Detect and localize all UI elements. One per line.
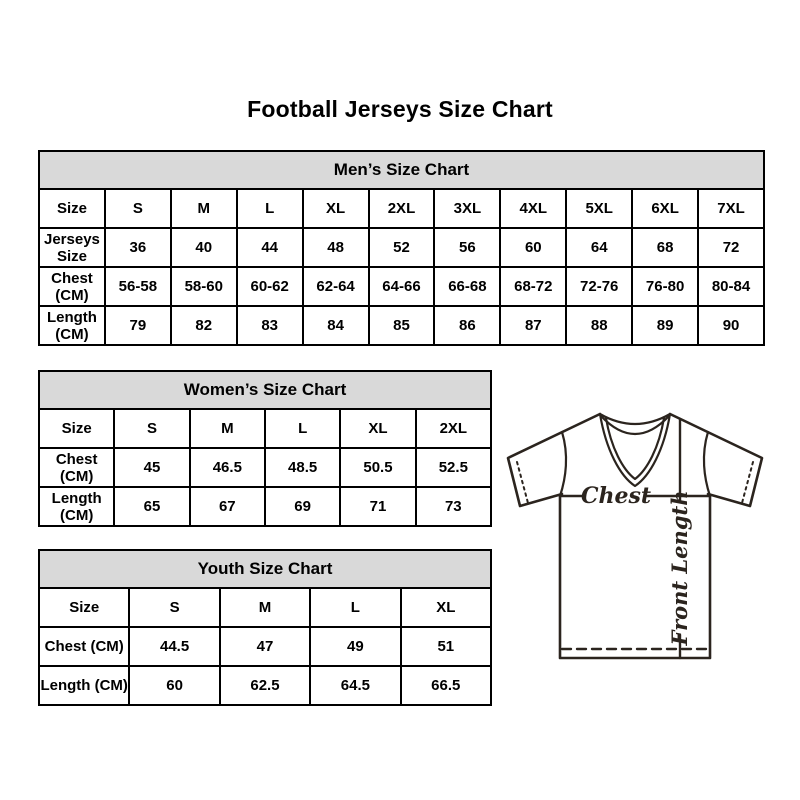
cell-value: 47 bbox=[220, 627, 310, 666]
cell-value: 56-58 bbox=[105, 267, 171, 306]
cell-value: 45 bbox=[114, 448, 189, 487]
cell-value: 72 bbox=[698, 228, 764, 267]
cell-value: 3XL bbox=[434, 189, 500, 228]
row-label: Jerseys Size bbox=[39, 228, 105, 267]
cell-value: 52.5 bbox=[416, 448, 491, 487]
cell-value: 66-68 bbox=[434, 267, 500, 306]
row-label: Chest (CM) bbox=[39, 448, 114, 487]
cell-value: 44.5 bbox=[129, 627, 219, 666]
cell-value: 65 bbox=[114, 487, 189, 526]
cell-value: 48 bbox=[303, 228, 369, 267]
cell-value: L bbox=[265, 409, 340, 448]
table-row bbox=[39, 306, 764, 345]
jersey-collar-icon bbox=[600, 414, 670, 424]
cell-value: 48.5 bbox=[265, 448, 340, 487]
row-label: Chest (CM) bbox=[39, 267, 105, 306]
cell-value: XL bbox=[303, 189, 369, 228]
table-row bbox=[39, 409, 491, 448]
front-length-label: Front Length bbox=[667, 490, 692, 646]
cell-value: 49 bbox=[310, 627, 400, 666]
cell-value: 40 bbox=[171, 228, 237, 267]
cell-value: 51 bbox=[401, 627, 491, 666]
cell-value: 83 bbox=[237, 306, 303, 345]
cell-value: S bbox=[105, 189, 171, 228]
page-title: Football Jerseys Size Chart bbox=[247, 96, 553, 122]
cell-value: 73 bbox=[416, 487, 491, 526]
table-row bbox=[39, 666, 491, 705]
cell-value: 72-76 bbox=[566, 267, 632, 306]
left-sleeve-seam bbox=[560, 432, 566, 496]
row-label: Size bbox=[39, 409, 114, 448]
cell-value: 66.5 bbox=[401, 666, 491, 705]
jersey-outline-icon bbox=[508, 414, 762, 658]
cell-value: L bbox=[237, 189, 303, 228]
table-title: Men’s Size Chart bbox=[39, 151, 764, 189]
table-title: Women’s Size Chart bbox=[39, 371, 491, 409]
cell-value: 64 bbox=[566, 228, 632, 267]
cell-value: 69 bbox=[265, 487, 340, 526]
jersey-measurement-diagram bbox=[500, 400, 770, 675]
row-label: Length (CM) bbox=[39, 666, 129, 705]
cell-value: 2XL bbox=[416, 409, 491, 448]
cell-value: 71 bbox=[340, 487, 415, 526]
cell-value: 79 bbox=[105, 306, 171, 345]
table-row bbox=[39, 487, 491, 526]
table-row bbox=[39, 448, 491, 487]
cell-value: 64-66 bbox=[369, 267, 435, 306]
cell-value: M bbox=[220, 588, 310, 627]
cell-value: M bbox=[171, 189, 237, 228]
cell-value: 89 bbox=[632, 306, 698, 345]
cell-value: 68-72 bbox=[500, 267, 566, 306]
cell-value: 85 bbox=[369, 306, 435, 345]
cell-value: S bbox=[129, 588, 219, 627]
mens-size-table bbox=[38, 150, 765, 346]
womens-size-table bbox=[38, 370, 492, 527]
chest-label: Chest bbox=[580, 483, 652, 509]
cell-value: 60 bbox=[129, 666, 219, 705]
cell-value: 50.5 bbox=[340, 448, 415, 487]
cell-value: XL bbox=[340, 409, 415, 448]
cell-value: M bbox=[190, 409, 265, 448]
youth-size-table bbox=[38, 549, 492, 706]
cell-value: 80-84 bbox=[698, 267, 764, 306]
cell-value: 60-62 bbox=[237, 267, 303, 306]
cell-value: 62-64 bbox=[303, 267, 369, 306]
cell-value: 56 bbox=[434, 228, 500, 267]
table-row bbox=[39, 267, 764, 306]
cell-value: 62.5 bbox=[220, 666, 310, 705]
cell-value: 64.5 bbox=[310, 666, 400, 705]
table-row bbox=[39, 588, 491, 627]
table-title: Youth Size Chart bbox=[39, 550, 491, 588]
cell-value: 84 bbox=[303, 306, 369, 345]
cell-value: 44 bbox=[237, 228, 303, 267]
row-label: Chest (CM) bbox=[39, 627, 129, 666]
right-sleeve-seam bbox=[704, 432, 710, 496]
cell-value: 86 bbox=[434, 306, 500, 345]
row-label: Length (CM) bbox=[39, 306, 105, 345]
row-label: Size bbox=[39, 588, 129, 627]
table-row bbox=[39, 627, 491, 666]
cell-value: 90 bbox=[698, 306, 764, 345]
cell-value: 7XL bbox=[698, 189, 764, 228]
cell-value: 88 bbox=[566, 306, 632, 345]
cell-value: 52 bbox=[369, 228, 435, 267]
cell-value: 87 bbox=[500, 306, 566, 345]
cell-value: 36 bbox=[105, 228, 171, 267]
cell-value: 58-60 bbox=[171, 267, 237, 306]
cell-value: 2XL bbox=[369, 189, 435, 228]
cell-value: L bbox=[310, 588, 400, 627]
cell-value: 82 bbox=[171, 306, 237, 345]
row-label: Size bbox=[39, 189, 105, 228]
cell-value: 46.5 bbox=[190, 448, 265, 487]
cell-value: 67 bbox=[190, 487, 265, 526]
cell-value: 60 bbox=[500, 228, 566, 267]
cell-value: 6XL bbox=[632, 189, 698, 228]
cell-value: S bbox=[114, 409, 189, 448]
cell-value: 68 bbox=[632, 228, 698, 267]
cell-value: XL bbox=[401, 588, 491, 627]
row-label: Length (CM) bbox=[39, 487, 114, 526]
table-row bbox=[39, 228, 764, 267]
cell-value: 4XL bbox=[500, 189, 566, 228]
cell-value: 76-80 bbox=[632, 267, 698, 306]
cell-value: 5XL bbox=[566, 189, 632, 228]
table-row bbox=[39, 189, 764, 228]
